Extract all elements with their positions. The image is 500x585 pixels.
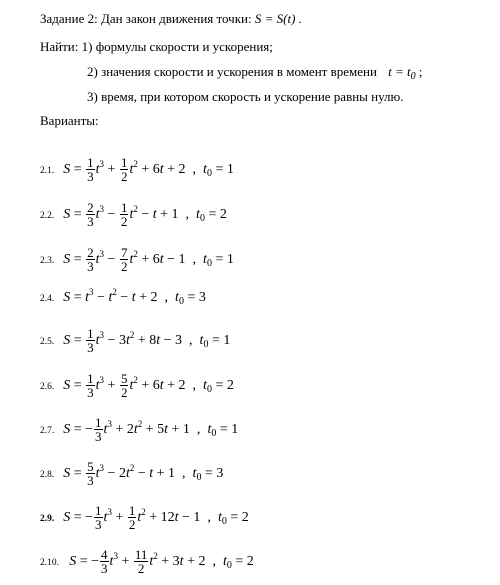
fraction: $\frac{11}{2}$ bbox=[134, 547, 148, 576]
variant-2-1: 2.1. S = $\frac{1}{3}$ $t^3$ + $\frac{1}{2}$ $t^2 + 6t + 2$ , $t_0 = 1$ bbox=[40, 155, 234, 184]
variant-2-8: 2.8. S = $\frac{5}{3}$ $t^3 - 2t^2 - t + 1$ , $t_0 = 3$ bbox=[40, 459, 224, 488]
fraction: $\frac{1}{2}$ bbox=[128, 503, 136, 532]
fraction: $\frac{2}{3}$ bbox=[87, 200, 94, 229]
find-item-2: 2) значения скорости и ускорения в момент времени $t = t_0$ ; bbox=[87, 64, 423, 82]
task-title bbox=[40, 12, 302, 25]
fraction: $\frac{1}{2}$ bbox=[120, 200, 128, 229]
motion-law: S = S(t) . bbox=[254, 11, 302, 26]
find-line: Найти: 1) формулы скорости и ускорения; bbox=[40, 39, 273, 54]
variant-2-10: 2.10. S = − $\frac{4}{3}$ $t^3$ + $\frac{11}{2}$ $t^2 + 3t + 2$ , $t_0 = 2$ bbox=[40, 547, 254, 576]
variant-2-9: 2.9. S = − $\frac{1}{3}$ $t^3$ + $\frac{1}{2}$ $t^2 + 12t - 1$ , $t_0 = 2$ bbox=[40, 503, 249, 532]
fraction: $\frac{5}{3}$ bbox=[87, 459, 94, 488]
fraction: $\frac{1}{3}$ bbox=[95, 415, 102, 444]
variants-heading: Варианты: bbox=[40, 113, 99, 128]
fraction: $\frac{1}{3}$ bbox=[87, 326, 94, 355]
fraction: $\frac{1}{3}$ bbox=[87, 155, 94, 184]
variant-2-2: 2.2. S = $\frac{2}{3}$ $t^3$ − $\frac{1}{2}$ $t^2 - t + 1$ , $t_0 = 2$ bbox=[40, 200, 227, 229]
fraction: $\frac{2}{3}$ bbox=[87, 245, 94, 274]
task-label: Задание 2: Дан закон движения точки: bbox=[40, 11, 252, 26]
variant-2-7: 2.7. S = − $\frac{1}{3}$ $t^3 + 2t^2 + 5t + 1$ , $t_0 = 1$ bbox=[40, 415, 239, 444]
variant-2-3: 2.3. S = $\frac{2}{3}$ $t^3$ − $\frac{7}{2}$ $t^2 + 6t - 1$ , $t_0 = 1$ bbox=[40, 245, 234, 274]
fraction: $\frac{4}{3}$ bbox=[101, 547, 108, 576]
fraction: $\frac{7}{2}$ bbox=[120, 245, 128, 274]
fraction: $\frac{1}{3}$ bbox=[87, 371, 94, 400]
variant-2-5: 2.5. S = $\frac{1}{3}$ $t^3 - 3t^2 + 8t - 3$ , $t_0 = 1$ bbox=[40, 326, 231, 355]
variant-2-6: 2.6. S = $\frac{1}{3}$ $t^3$ + $\frac{5}{2}$ $t^2 + 6t + 2$ , $t_0 = 2$ bbox=[40, 371, 234, 400]
find-item-3: 3) время, при котором скорость и ускорение равны нулю. bbox=[87, 89, 404, 104]
variant-2-4: 2.4. $S = t^3 - t^2 - t + 2$ , $t_0 = 3$ bbox=[40, 287, 206, 307]
fraction: $\frac{1}{2}$ bbox=[120, 155, 128, 184]
fraction: $\frac{1}{3}$ bbox=[95, 503, 102, 532]
fraction: $\frac{5}{2}$ bbox=[120, 371, 128, 400]
